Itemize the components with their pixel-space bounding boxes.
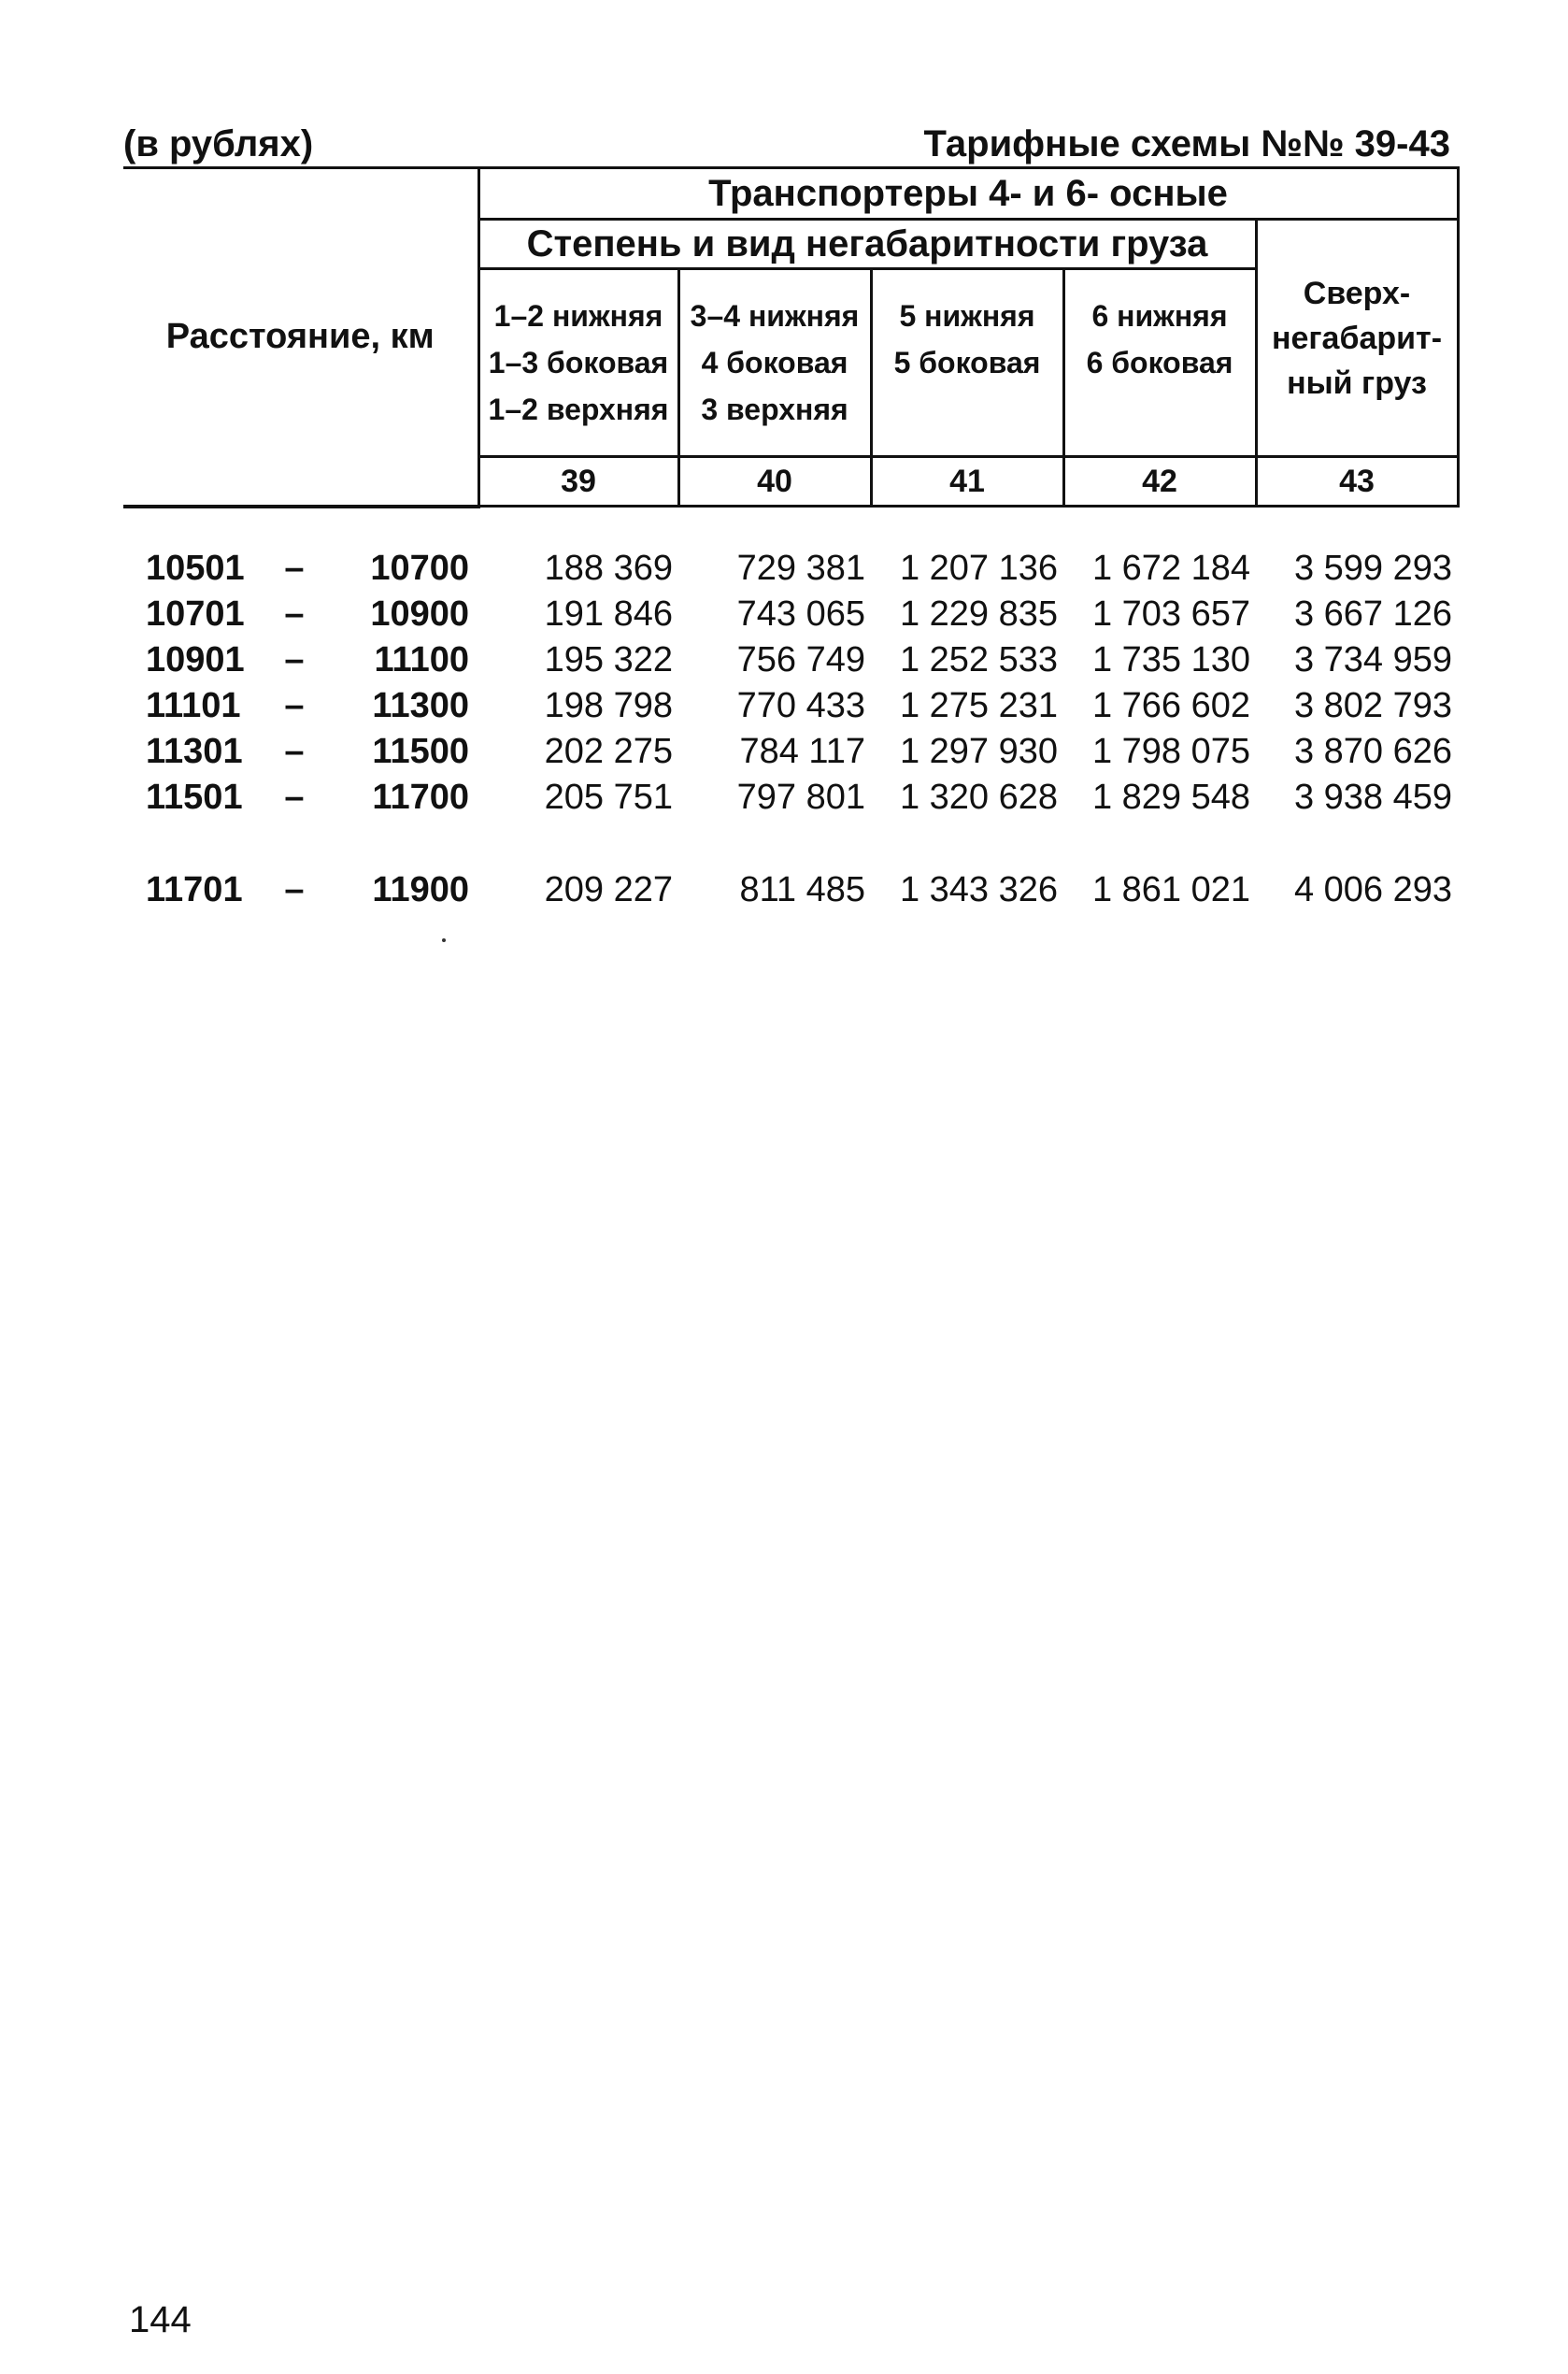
tariff-value: 1 735 130 xyxy=(1091,640,1250,679)
table-row xyxy=(123,637,1458,683)
tariff-value: 1 861 021 xyxy=(1091,870,1250,909)
subcolumn-line: 1–2 верхняя xyxy=(488,393,669,426)
distance-dash: – xyxy=(284,732,305,771)
oversize-line-1: Сверх- xyxy=(1303,275,1411,311)
distance-to: 11300 xyxy=(372,686,469,725)
distance-header: Расстояние, км xyxy=(123,168,478,507)
oversize-line-3: ный груз xyxy=(1287,365,1427,401)
oversize-line-2: негабарит- xyxy=(1271,320,1443,356)
tariff-value: 756 749 xyxy=(736,640,865,679)
scheme-number-41: 41 xyxy=(871,457,1063,507)
tariff-value: 1 829 548 xyxy=(1091,778,1250,817)
tariff-value: 1 297 930 xyxy=(899,732,1058,771)
subcolumn-line: 4 боковая xyxy=(701,346,848,379)
tariff-value: 1 766 602 xyxy=(1091,686,1250,725)
tariff-value: 209 227 xyxy=(544,870,673,909)
distance-dash: – xyxy=(284,594,305,634)
tariff-data-table xyxy=(123,546,1458,913)
distance-to: 11900 xyxy=(372,870,469,909)
subcolumn-40 xyxy=(678,269,871,457)
distance-dash: – xyxy=(284,686,305,725)
tariff-value: 729 381 xyxy=(736,549,865,588)
tariff-value: 1 252 533 xyxy=(899,640,1058,679)
oversize-header xyxy=(1256,220,1458,457)
scheme-number-39: 39 xyxy=(478,457,678,507)
subcolumn-line: 3–4 нижняя xyxy=(690,299,860,333)
tariff-value: 191 846 xyxy=(544,594,673,634)
tariff-value: 811 485 xyxy=(739,870,865,909)
distance-dash: – xyxy=(284,870,305,909)
subcolumn-39 xyxy=(478,269,678,457)
tariff-value: 3 870 626 xyxy=(1293,732,1452,771)
degree-header: Степень и вид негабаритности груза xyxy=(478,220,1256,269)
distance-from: 10501 xyxy=(146,549,245,588)
distance-to: 11100 xyxy=(374,640,469,679)
subcolumn-line: 5 боковая xyxy=(893,346,1041,379)
table-row xyxy=(123,775,1458,821)
subcolumn-line: 3 верхняя xyxy=(701,393,848,426)
scheme-number-42: 42 xyxy=(1063,457,1256,507)
subcolumn-line: 1–3 боковая xyxy=(488,346,669,379)
tariff-value: 784 117 xyxy=(739,732,865,771)
table-row xyxy=(123,867,1458,913)
tariff-value: 195 322 xyxy=(544,640,673,679)
tariff-value: 1 703 657 xyxy=(1091,594,1250,634)
spacer-cell xyxy=(123,821,1458,867)
currency-note: (в рублях) xyxy=(123,123,314,164)
distance-from: 11501 xyxy=(146,778,243,817)
tariff-value: 743 065 xyxy=(736,594,865,634)
subcolumn-line: 6 нижняя xyxy=(1091,299,1228,333)
distance-from: 10901 xyxy=(146,640,245,679)
tariff-value: 3 802 793 xyxy=(1293,686,1452,725)
tariff-value: 1 207 136 xyxy=(899,549,1058,588)
distance-dash: – xyxy=(284,778,305,817)
distance-from: 11701 xyxy=(146,870,243,909)
transporter-header: Транспортеры 4- и 6- осные xyxy=(478,168,1458,220)
table-row xyxy=(123,546,1458,592)
distance-dash: – xyxy=(284,640,305,679)
page-header xyxy=(123,120,1450,168)
tariff-value: 1 275 231 xyxy=(899,686,1058,725)
tariff-value: 1 798 075 xyxy=(1091,732,1250,771)
table-row xyxy=(123,683,1458,729)
distance-from: 11101 xyxy=(146,686,241,725)
print-speck xyxy=(442,938,446,942)
tariff-value: 1 229 835 xyxy=(899,594,1058,634)
distance-dash: – xyxy=(284,549,305,588)
tariff-value: 202 275 xyxy=(544,732,673,771)
distance-to: 10700 xyxy=(370,549,469,588)
page-number: 144 xyxy=(129,2299,192,2340)
tariff-value: 797 801 xyxy=(736,778,865,817)
table-row xyxy=(123,592,1458,637)
tariff-value: 198 798 xyxy=(544,686,673,725)
tariff-value: 1 343 326 xyxy=(899,870,1058,909)
distance-from: 11301 xyxy=(146,732,243,771)
subcolumn-line: 1–2 нижняя xyxy=(493,299,663,333)
distance-to: 11700 xyxy=(372,778,469,817)
tariff-value: 3 938 459 xyxy=(1293,778,1452,817)
tariff-value: 770 433 xyxy=(736,686,865,725)
tariff-value: 1 672 184 xyxy=(1091,549,1250,588)
subcolumn-42 xyxy=(1063,269,1256,457)
scheme-number-43: 43 xyxy=(1256,457,1458,507)
subcolumn-line: 5 нижняя xyxy=(899,299,1035,333)
subcolumn-41 xyxy=(871,269,1063,457)
scheme-number-40: 40 xyxy=(678,457,871,507)
tariff-value: 4 006 293 xyxy=(1293,870,1452,909)
tariff-value: 188 369 xyxy=(544,549,673,588)
distance-from: 10701 xyxy=(146,594,245,634)
table-row xyxy=(123,729,1458,775)
tariff-value: 3 734 959 xyxy=(1293,640,1452,679)
distance-to: 10900 xyxy=(370,594,469,634)
tariff-value: 1 320 628 xyxy=(899,778,1058,817)
distance-to: 11500 xyxy=(372,732,469,771)
tariff-header-table xyxy=(123,166,1460,508)
schemes-title: Тарифные схемы №№ 39-43 xyxy=(923,123,1450,164)
tariff-value: 3 599 293 xyxy=(1293,549,1452,588)
tariff-value: 205 751 xyxy=(544,778,673,817)
subcolumn-line: 6 боковая xyxy=(1086,346,1233,379)
data-rows xyxy=(123,546,1458,913)
tariff-value: 3 667 126 xyxy=(1293,594,1452,634)
row-spacer xyxy=(123,821,1458,867)
